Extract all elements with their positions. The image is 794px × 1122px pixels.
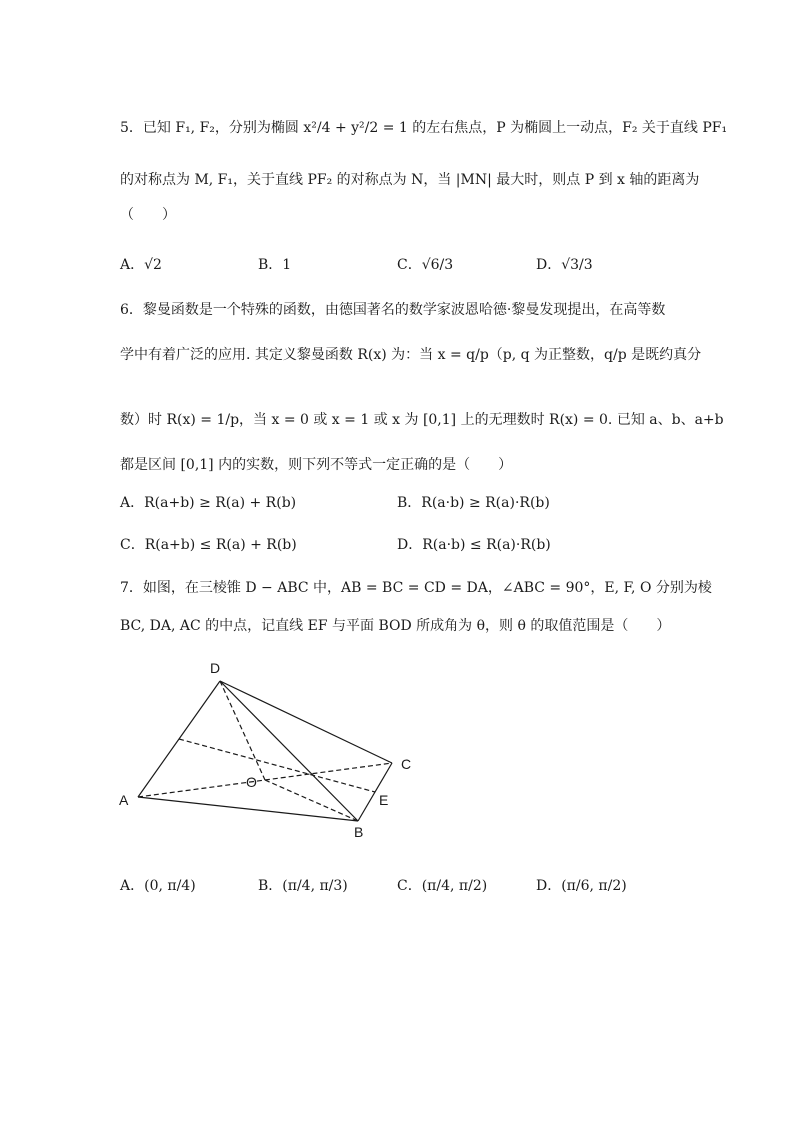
q7-option-d: D．(π/6, π/2) <box>536 878 627 894</box>
segment-DO <box>220 681 265 780</box>
q5-option-d: D．√3/3 <box>536 257 593 273</box>
q5-line-2: 的对称点为 M, F₁，关于直线 PF₂ 的对称点为 N，当 |MN| 最大时，则点 P 到 x 轴的距离为 <box>120 172 700 188</box>
q7-line-2: BC, DA, AC 的中点，记直线 EF 与平面 BOD 所成角为 θ，则 θ 的取值范围是（ ） <box>120 618 671 634</box>
q7-pyramid-figure <box>100 650 430 850</box>
label-C: C <box>401 756 412 772</box>
segment-FE <box>179 739 375 792</box>
q5-option-c: C．√6/3 <box>397 257 454 273</box>
label-A: A <box>119 792 129 808</box>
edge-DC <box>220 681 392 763</box>
edge-AB <box>138 797 358 821</box>
q6-line-1: 6．黎曼函数是一个特殊的函数，由德国著名的数学家波恩哈德·黎曼发现提出，在高等数 <box>120 302 666 318</box>
segment-OB <box>265 780 358 821</box>
q6-option-b: B．R(a·b) ≥ R(a)·R(b) <box>397 495 550 511</box>
label-B: B <box>354 824 364 840</box>
q7-option-c: C．(π/4, π/2) <box>397 878 488 894</box>
q6-line-3: 数）时 R(x) = 1/p，当 x = 0 或 x = 1 或 x 为 [0,1] 上的无理数时 R(x) = 0. 已知 a、b、a+b <box>120 412 724 428</box>
edge-DB <box>220 681 358 821</box>
label-O: O <box>246 774 257 790</box>
q5-line-1: 5．已知 F₁, F₂，分别为椭圆 x²/4 + y²/2 = 1 的左右焦点，P 为椭圆上一动点，F₂ 关于直线 PF₁ <box>120 120 728 136</box>
q7-option-b: B．(π/4, π/3) <box>258 878 348 894</box>
q7-line-1: 7．如图，在三棱锥 D − ABC 中，AB = BC = CD = DA，∠ABC = 90°，E, F, O 分别为棱 <box>120 580 712 596</box>
label-D: D <box>210 660 221 676</box>
q6-option-a: A．R(a+b) ≥ R(a) + R(b) <box>120 495 297 511</box>
label-E: E <box>379 792 389 808</box>
q7-option-a: A．(0, π/4) <box>120 878 196 894</box>
q6-line-4: 都是区间 [0,1] 内的实数，则下列不等式一定正确的是（ ） <box>120 457 513 473</box>
q6-line-2: 学中有着广泛的应用. 其定义黎曼函数 R(x) 为：当 x = q/p（p, q 为正整数，q/p 是既约真分 <box>120 347 702 363</box>
q6-option-c: C．R(a+b) ≤ R(a) + R(b) <box>120 537 297 553</box>
q5-option-b: B．1 <box>258 257 292 273</box>
q5-line-3: （ ） <box>120 207 176 223</box>
q5-option-a: A．√2 <box>120 257 162 273</box>
q6-option-d: D．R(a·b) ≤ R(a)·R(b) <box>397 537 551 553</box>
